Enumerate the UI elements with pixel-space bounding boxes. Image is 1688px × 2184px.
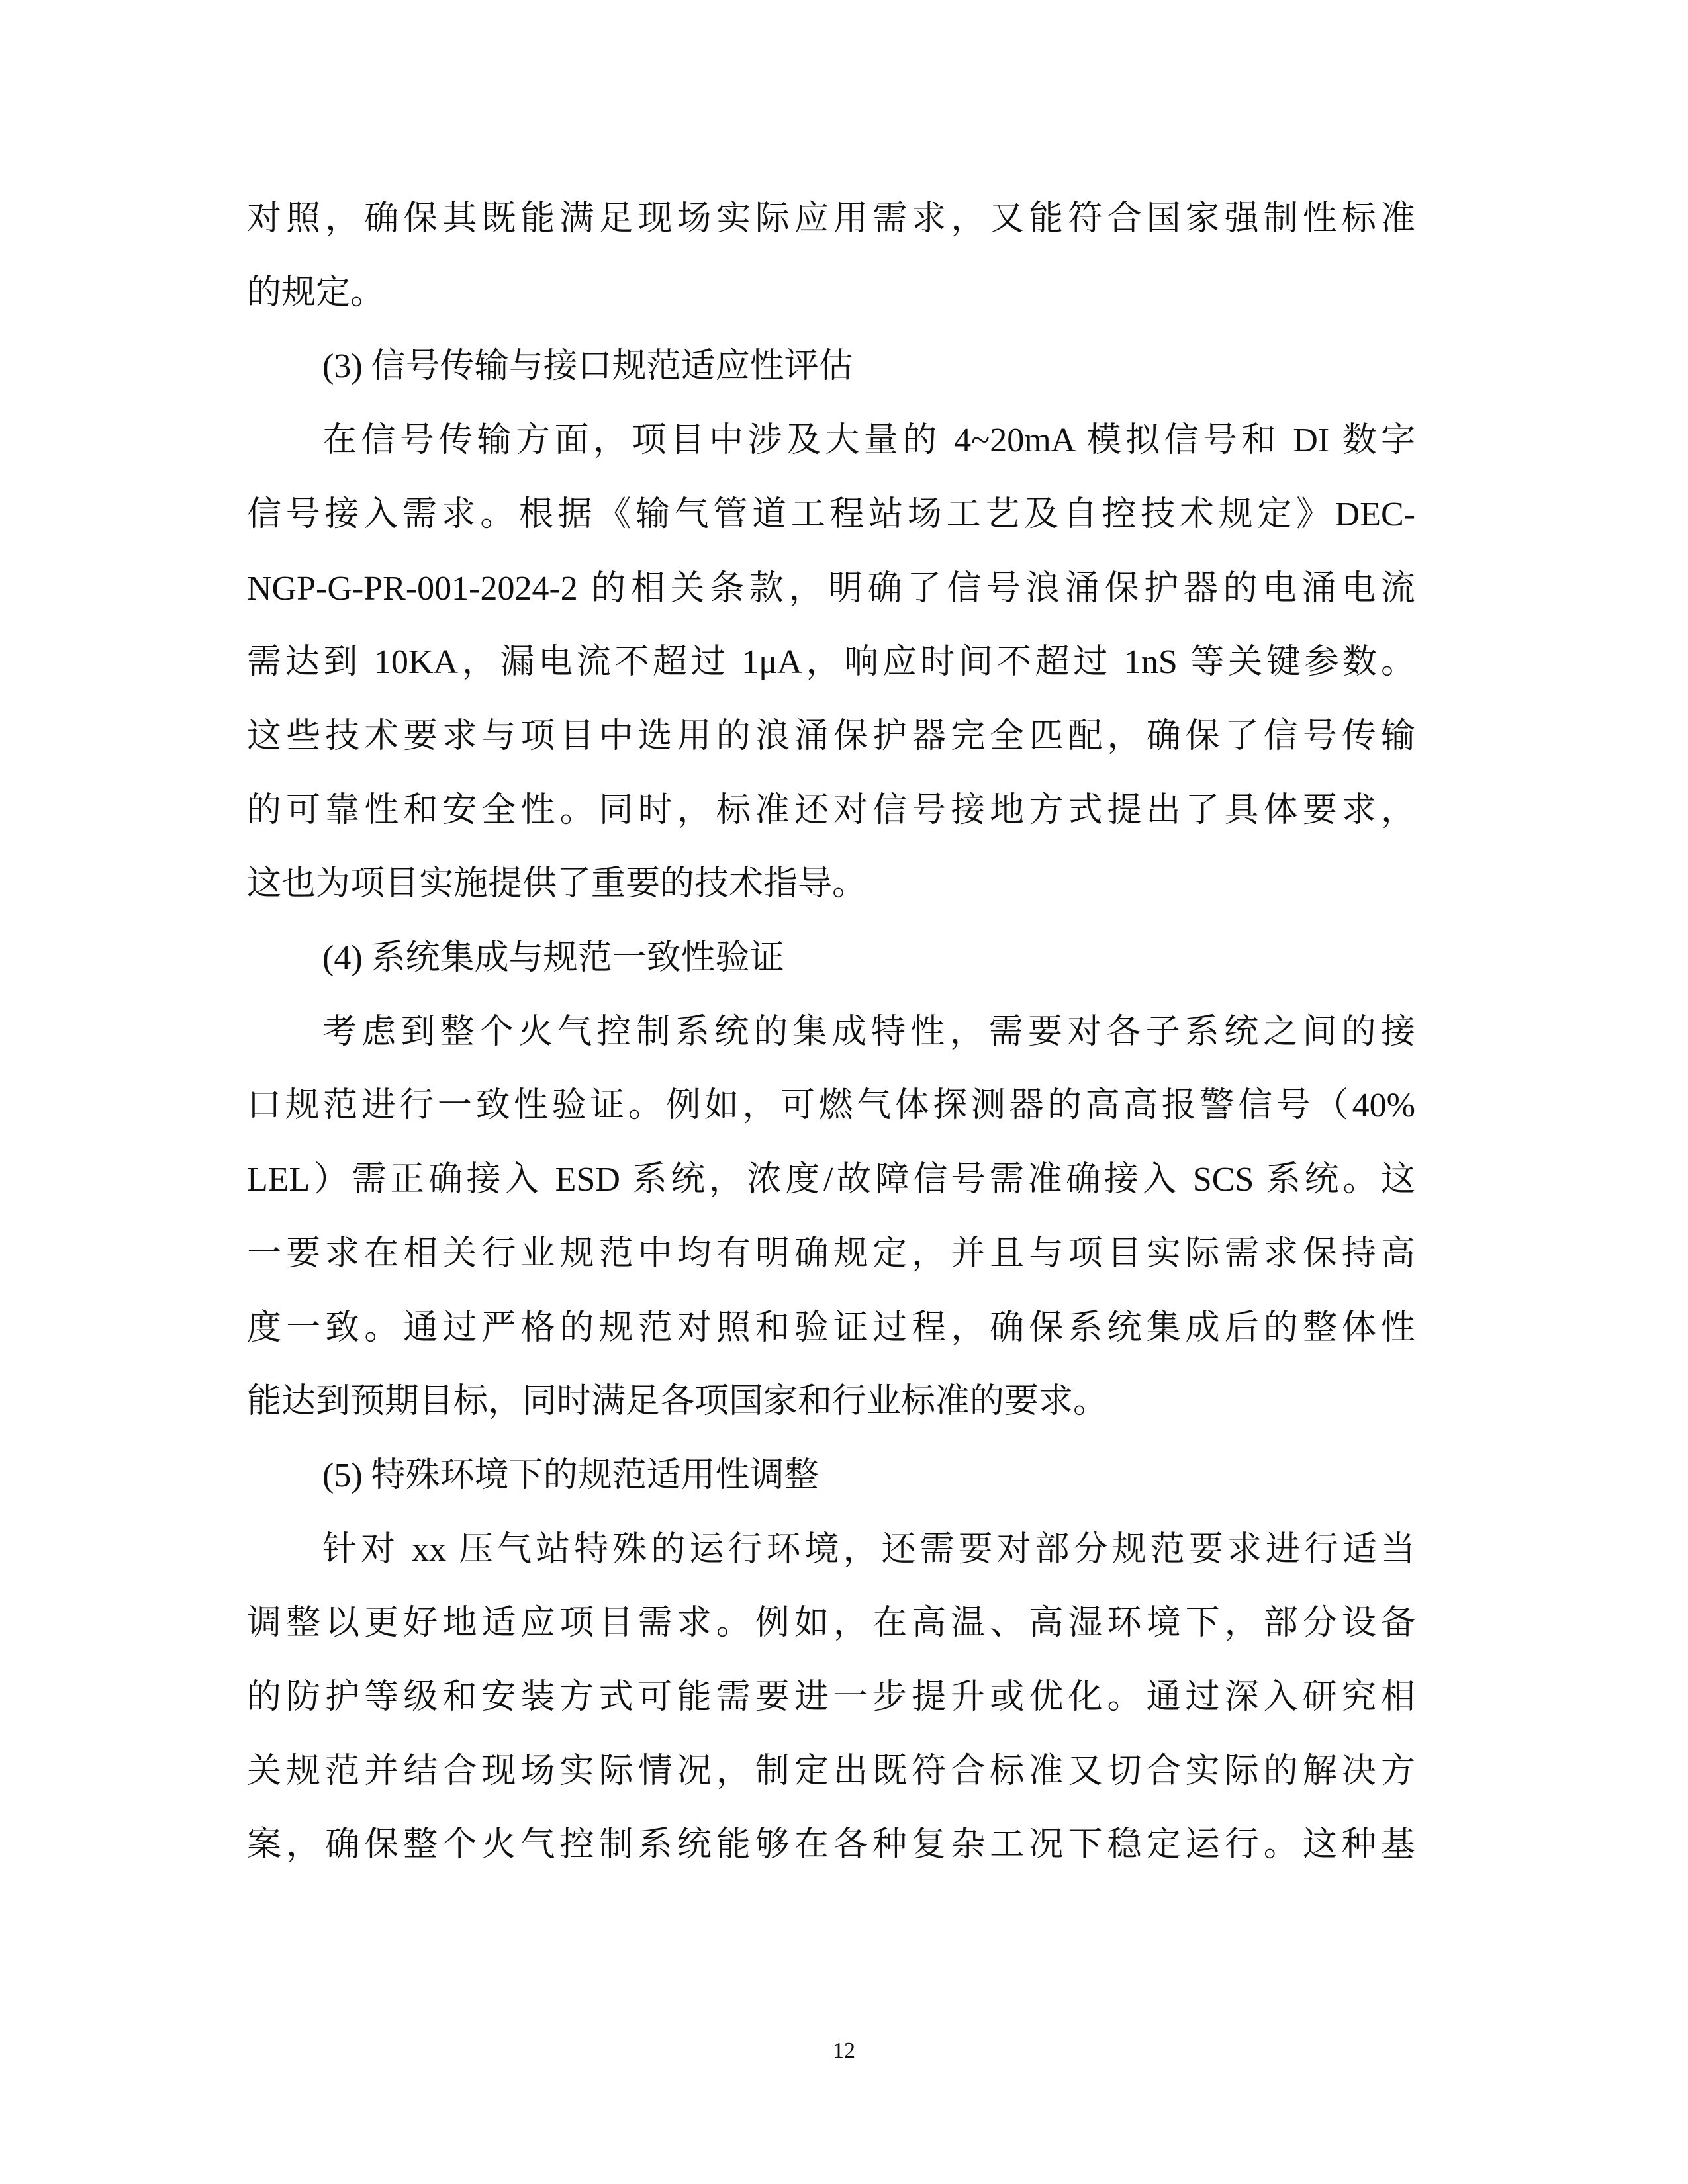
text-line: 信号接入需求。根据《输气管道工程站场工艺及自控技术规定》DEC- — [247, 495, 1415, 533]
text-line: (5) 特殊环境下的规范适用性调整 — [322, 1456, 819, 1494]
text-line: NGP-G-PR-001-2024-2 的相关条款，明确了信号浪涌保护器的电涌电流 — [247, 569, 1415, 608]
text-line: (3) 信号传输与接口规范适应性评估 — [322, 347, 853, 386]
text-line: 需达到 10KA，漏电流不超过 1μA，响应时间不超过 1nS 等关键参数。 — [247, 643, 1415, 682]
text-line: 这些技术要求与项目中选用的浪涌保护器完全匹配，确保了信号传输 — [247, 717, 1415, 755]
text-line: 的可靠性和安全性。同时，标准还对信号接地方式提出了具体要求， — [247, 791, 1415, 829]
text-line: 考虑到整个火气控制系统的集成特性，需要对各子系统之间的接 — [322, 1013, 1415, 1051]
text-line: 调整以更好地适应项目需求。例如，在高温、高湿环境下，部分设备 — [247, 1604, 1415, 1643]
text-line: 的防护等级和安装方式可能需要进一步提升或优化。通过深入研究相 — [247, 1678, 1415, 1716]
text-line: 针对 xx 压气站特殊的运行环境，还需要对部分规范要求进行适当 — [322, 1530, 1415, 1569]
text-line: 案，确保整个火气控制系统能够在各种复杂工况下稳定运行。这种基 — [247, 1826, 1415, 1864]
text-line: 这也为项目实施提供了重要的技术指导。 — [247, 865, 867, 903]
text-line: 的规定。 — [247, 273, 385, 312]
text-line: 对照，确保其既能满足现场实际应用需求，又能符合国家强制性标准 — [247, 200, 1415, 238]
text-line: 一要求在相关行业规范中均有明确规定，并且与项目实际需求保持高 — [247, 1234, 1415, 1273]
text-line: 在信号传输方面，项目中涉及大量的 4~20mA 模拟信号和 DI 数字 — [322, 422, 1415, 460]
text-line: 度一致。通过严格的规范对照和验证过程，确保系统集成后的整体性 — [247, 1308, 1415, 1347]
text-line: (4) 系统集成与规范一致性验证 — [322, 939, 784, 977]
text-line: 口规范进行一致性验证。例如，可燃气体探测器的高高报警信号（40% — [247, 1087, 1415, 1125]
text-line: 关规范并结合现场实际情况，制定出既符合标准又切合实际的解决方 — [247, 1752, 1415, 1790]
text-line: 能达到预期目标，同时满足各项国家和行业标准的要求。 — [247, 1383, 1108, 1421]
page-number: 12 — [833, 2038, 855, 2063]
text-line: LEL）需正确接入 ESD 系统，浓度/故障信号需准确接入 SCS 系统。这 — [247, 1161, 1415, 1199]
